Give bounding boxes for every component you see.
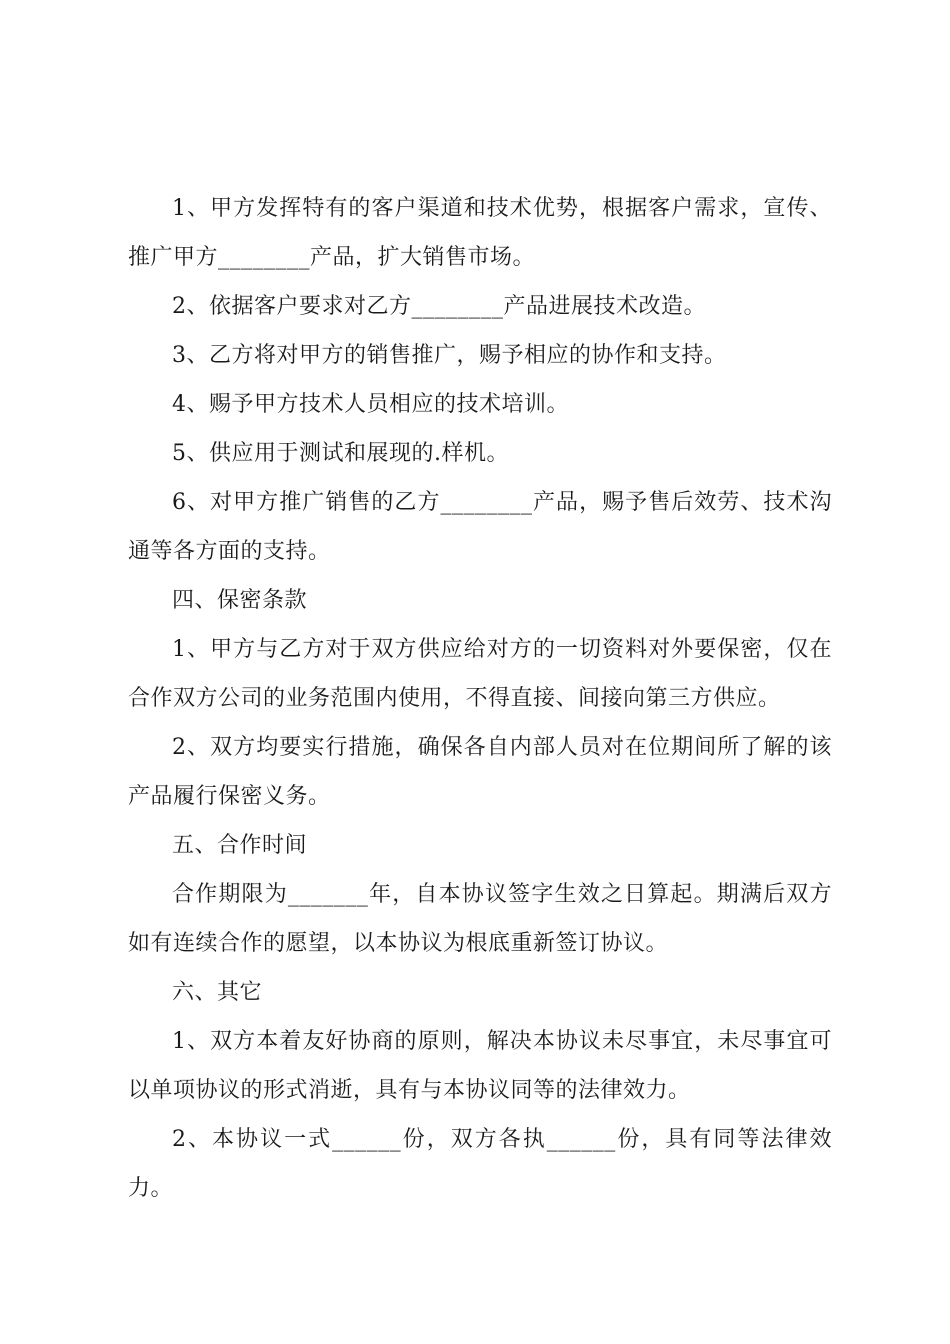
section-heading-cooperation-period: 五、合作时间 xyxy=(172,833,308,858)
clause-paragraph: 4、赐予甲方技术人员相应的技术培训。 xyxy=(172,392,569,417)
section-heading-confidentiality: 四、保密条款 xyxy=(172,588,308,613)
clause-paragraph: 1、甲方发挥特有的客户渠道和技术优势，根据客户需求，宣传、推广甲方________产品，扩大销售市场。 xyxy=(128,196,832,270)
document-body xyxy=(128,184,832,1213)
clause-paragraph: 1、双方本着友好协商的原则，解决本协议未尽事宜，未尽事宜可以单项协议的形式消逝，具有与本协议同等的法律效力。 xyxy=(128,1029,832,1103)
clause-paragraph: 6、对甲方推广销售的乙方________产品，赐予售后效劳、技术沟通等各方面的支持。 xyxy=(128,490,832,564)
section-heading-other: 六、其它 xyxy=(172,980,263,1005)
clause-paragraph: 2、本协议一式______份，双方各执______份，具有同等法律效力。 xyxy=(128,1127,832,1201)
clause-paragraph: 合作期限为_______年，自本协议签字生效之日算起。期满后双方如有连续合作的愿望，以本协议为根底重新签订协议。 xyxy=(128,882,832,956)
clause-paragraph: 2、依据客户要求对乙方________产品进展技术改造。 xyxy=(172,294,706,319)
clause-paragraph: 1、甲方与乙方对于双方供应给对方的一切资料对外要保密，仅在合作双方公司的业务范围内使用，不得直接、间接向第三方供应。 xyxy=(128,637,832,711)
clause-paragraph: 3、乙方将对甲方的销售推广，赐予相应的协作和支持。 xyxy=(172,343,727,368)
clause-paragraph: 5、供应用于测试和展现的.样机。 xyxy=(172,441,509,466)
clause-paragraph: 2、双方均要实行措施，确保各自内部人员对在位期间所了解的该产品履行保密义务。 xyxy=(128,735,832,809)
